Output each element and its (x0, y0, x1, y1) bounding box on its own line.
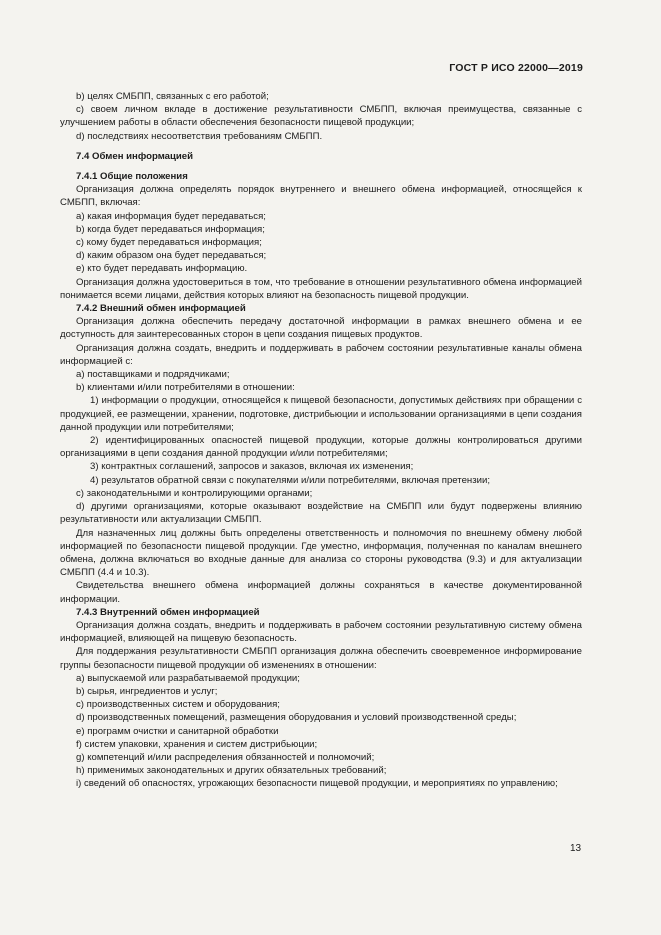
page-number: 13 (570, 843, 582, 854)
list-item: c) своем личном вкладе в достижение результативности СМБПП, включая преимущества, связанные с улучшением работы в области обеспечения безопасности пищевой продукции; (60, 104, 582, 129)
list-item: h) применимых законодательных и других обязательных требований; (76, 765, 387, 777)
sub-list-item: 2) идентифицированных опасностей пищевой продукции, которые должны контролироваться другими организациями в цепи создания данной продукции и/или потребителями; (60, 435, 582, 460)
list-item: d) производственных помещений, размещения оборудования и условий производственной среды; (76, 712, 517, 724)
list-item: g) компетенций и/или распределения обязанностей и полномочий; (76, 751, 375, 763)
list-item: d) другими организациями, которые оказывают воздействие на СМБПП или будут подвержены влиянию результативности или актуализации СМБПП. (60, 501, 582, 526)
section-heading: 7.4 Обмен информацией (76, 150, 194, 162)
sub-list-item: 4) результатов обратной связи с покупателями и/или потребителями, включая претензии; (90, 474, 490, 486)
paragraph: Для поддержания результативности СМБПП организация должна обеспечить своевременное информирование группы безопасности пищевой продукции об изменениях в отношении: (60, 646, 582, 671)
list-item: b) когда будет передаваться информация; (76, 223, 265, 235)
list-item: a) поставщиками и подрядчиками; (76, 369, 230, 381)
list-item: d) последствиях несоответствия требованиям СМБПП. (76, 130, 323, 142)
subsection-heading: 7.4.1 Общие положения (76, 171, 188, 183)
list-item: f) систем упаковки, хранения и систем дистрибьюции; (76, 738, 318, 750)
subsection-heading: 7.4.2 Внешний обмен информацией (76, 303, 246, 315)
document-body (60, 90, 582, 791)
list-item: b) клиентами и/или потребителями в отношении: (76, 382, 295, 394)
list-item: c) законодательными и контролирующими органами; (76, 487, 313, 499)
paragraph: Организация должна определять порядок внутреннего и внешнего обмена информацией, относящейся к СМБПП, включая: (60, 184, 582, 209)
list-item: e) программ очистки и санитарной обработки (76, 725, 279, 737)
list-item: b) сырья, ингредиентов и услуг; (76, 685, 218, 697)
paragraph: Организация должна удостовериться в том, что требование в отношении результативного обмена информацией понимается всеми лицами, действия которых влияют на безопасность пищевой продукции. (60, 276, 582, 301)
paragraph: Организация должна создать, внедрить и поддерживать в рабочем состоянии результативные каналы обмена информацией с: (60, 342, 582, 367)
list-item: c) производственных систем и оборудования; (76, 699, 280, 711)
sub-list-item: 3) контрактных соглашений, запросов и заказов, включая их изменения; (90, 461, 414, 473)
sub-list-item: 1) информации о продукции, относящейся к пищевой безопасности, допустимых действиях при обращении с продукцией, ее размещении, хранении, подготовке, дистрибьюции и использовании организациями в цепи создания данной продукции или потребителями; (60, 395, 582, 433)
list-item: a) выпускаемой или разрабатываемой продукции; (76, 672, 300, 684)
document-header: ГОСТ Р ИСО 22000—2019 (449, 62, 583, 74)
list-item: e) кто будет передавать информацию. (76, 263, 248, 275)
paragraph: Организация должна создать, внедрить и поддерживать в рабочем состоянии результативную систему обмена информацией, влияющей на пищевую безопасность. (60, 619, 582, 645)
list-item: i) сведений об опасностях, угрожающих безопасности пищевой продукции, и мероприятиях по управлению; (76, 778, 558, 790)
paragraph: Свидетельства внешнего обмена информацией должны сохраняться в качестве документированной информации. (60, 580, 582, 605)
list-item: c) кому будет передаваться информация; (76, 237, 262, 249)
paragraph: Организация должна обеспечить передачу достаточной информации в рамках внешнего обмена и ее доступность для заинтересованных сторон в цепи создания пищевых продуктов. (60, 316, 582, 341)
list-item: d) каким образом она будет передаваться; (76, 250, 267, 262)
subsection-heading: 7.4.3 Внутренний обмен информацией (76, 606, 260, 618)
list-item: b) целях СМБПП, связанных с его работой; (76, 91, 269, 102)
paragraph: Для назначенных лиц должны быть определены ответственность и полномочия по внешнему обмену любой информацией по безопасности пищевой продукции. Где уместно, информация, полученная по каналам внешнего обмена, должна включаться во входные данные для анализа со стороны руководства (9.3) и для актуализации СМБПП (4.4 и 10.3). (60, 527, 582, 579)
list-item: a) какая информация будет передаваться; (76, 210, 266, 222)
